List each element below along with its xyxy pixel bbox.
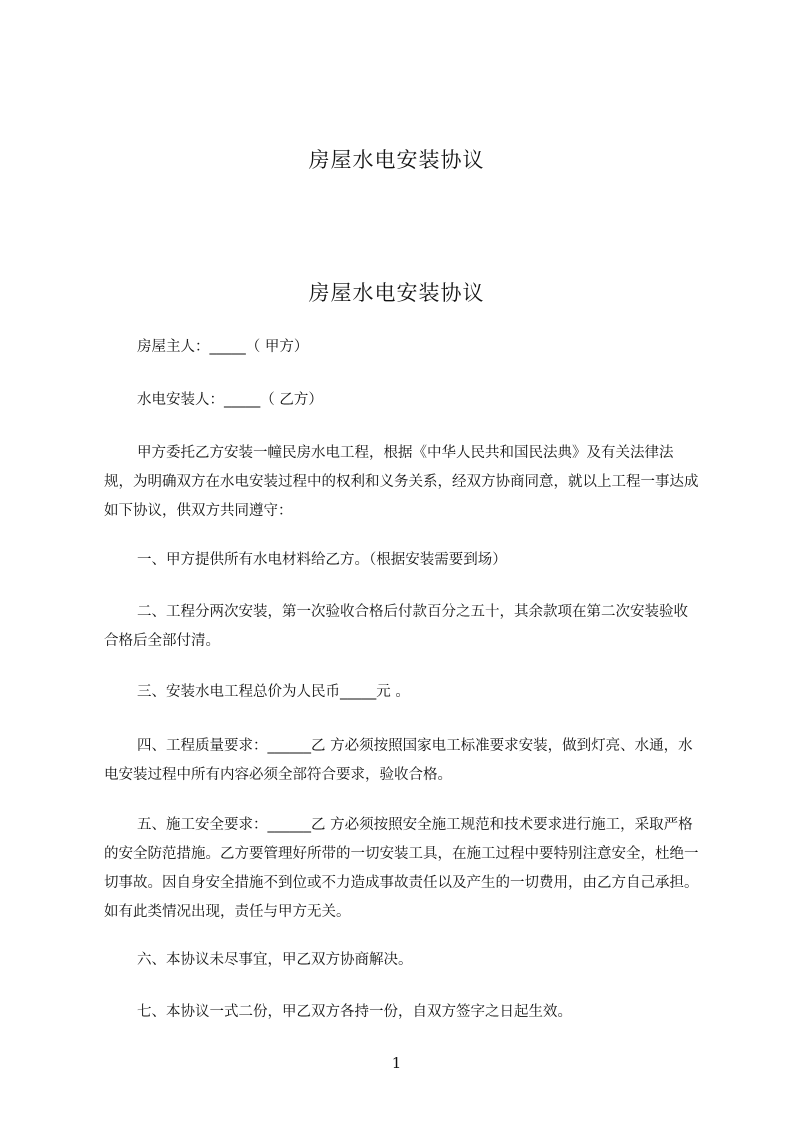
header-title: 房屋水电安装协议 bbox=[308, 148, 485, 172]
clause-6: 六、本协议未尽事宜，甲乙双方协商解决。 bbox=[137, 952, 413, 968]
clause-2: 二、工程分两次安装，第一次验收合格后付款百分之五十，其余款项在第二次安装验收合格后全部付清。 bbox=[104, 604, 688, 649]
clause-7: 七、本协议一式二份，甲乙双方各持一份，自双方签字之日起生效。 bbox=[137, 1004, 572, 1020]
clause-3: 三、安装水电工程总价为人民币_____元 。 bbox=[137, 684, 410, 700]
clause-5: 五、施工安全要求：______乙 方必须按照安全施工规范和技术要求进行施工，采取严格的安全防范措施。乙方要管理好所带的一切安装工具，在施工过程中要特别注意安全，杜绝一切事故。因自身安全措施不到位或不力造成事故责任以及产生的一切费用，由乙方自己承担。如有此类情况出现，责任与甲方无关。 bbox=[104, 817, 699, 920]
document-title: 房屋水电安装协议 bbox=[308, 281, 485, 305]
page-number: 1 bbox=[391, 1054, 402, 1072]
owner-line: 房屋主人：_____（ 甲方） bbox=[137, 339, 309, 355]
installer-line: 水电安装人：_____（ 乙方） bbox=[137, 392, 323, 408]
clause-4: 四、工程质量要求：______乙 方必须按照国家电工标准要求安装，做到灯亮、水通，水电安装过程中所有内容必须全部符合要求，验收合格。 bbox=[104, 738, 693, 783]
intro-paragraph: 甲方委托乙方安装一幢民房水电工程，根据《中华人民共和国民法典》及有关法律法规，为明确双方在水电安装过程中的权利和义务关系，经双方协商同意，就以上工程一事达成如下协议，供双方共同遵守： bbox=[104, 445, 699, 519]
clause-1: 一、甲方提供所有水电材料给乙方。（根据安装需要到场） bbox=[137, 552, 507, 568]
